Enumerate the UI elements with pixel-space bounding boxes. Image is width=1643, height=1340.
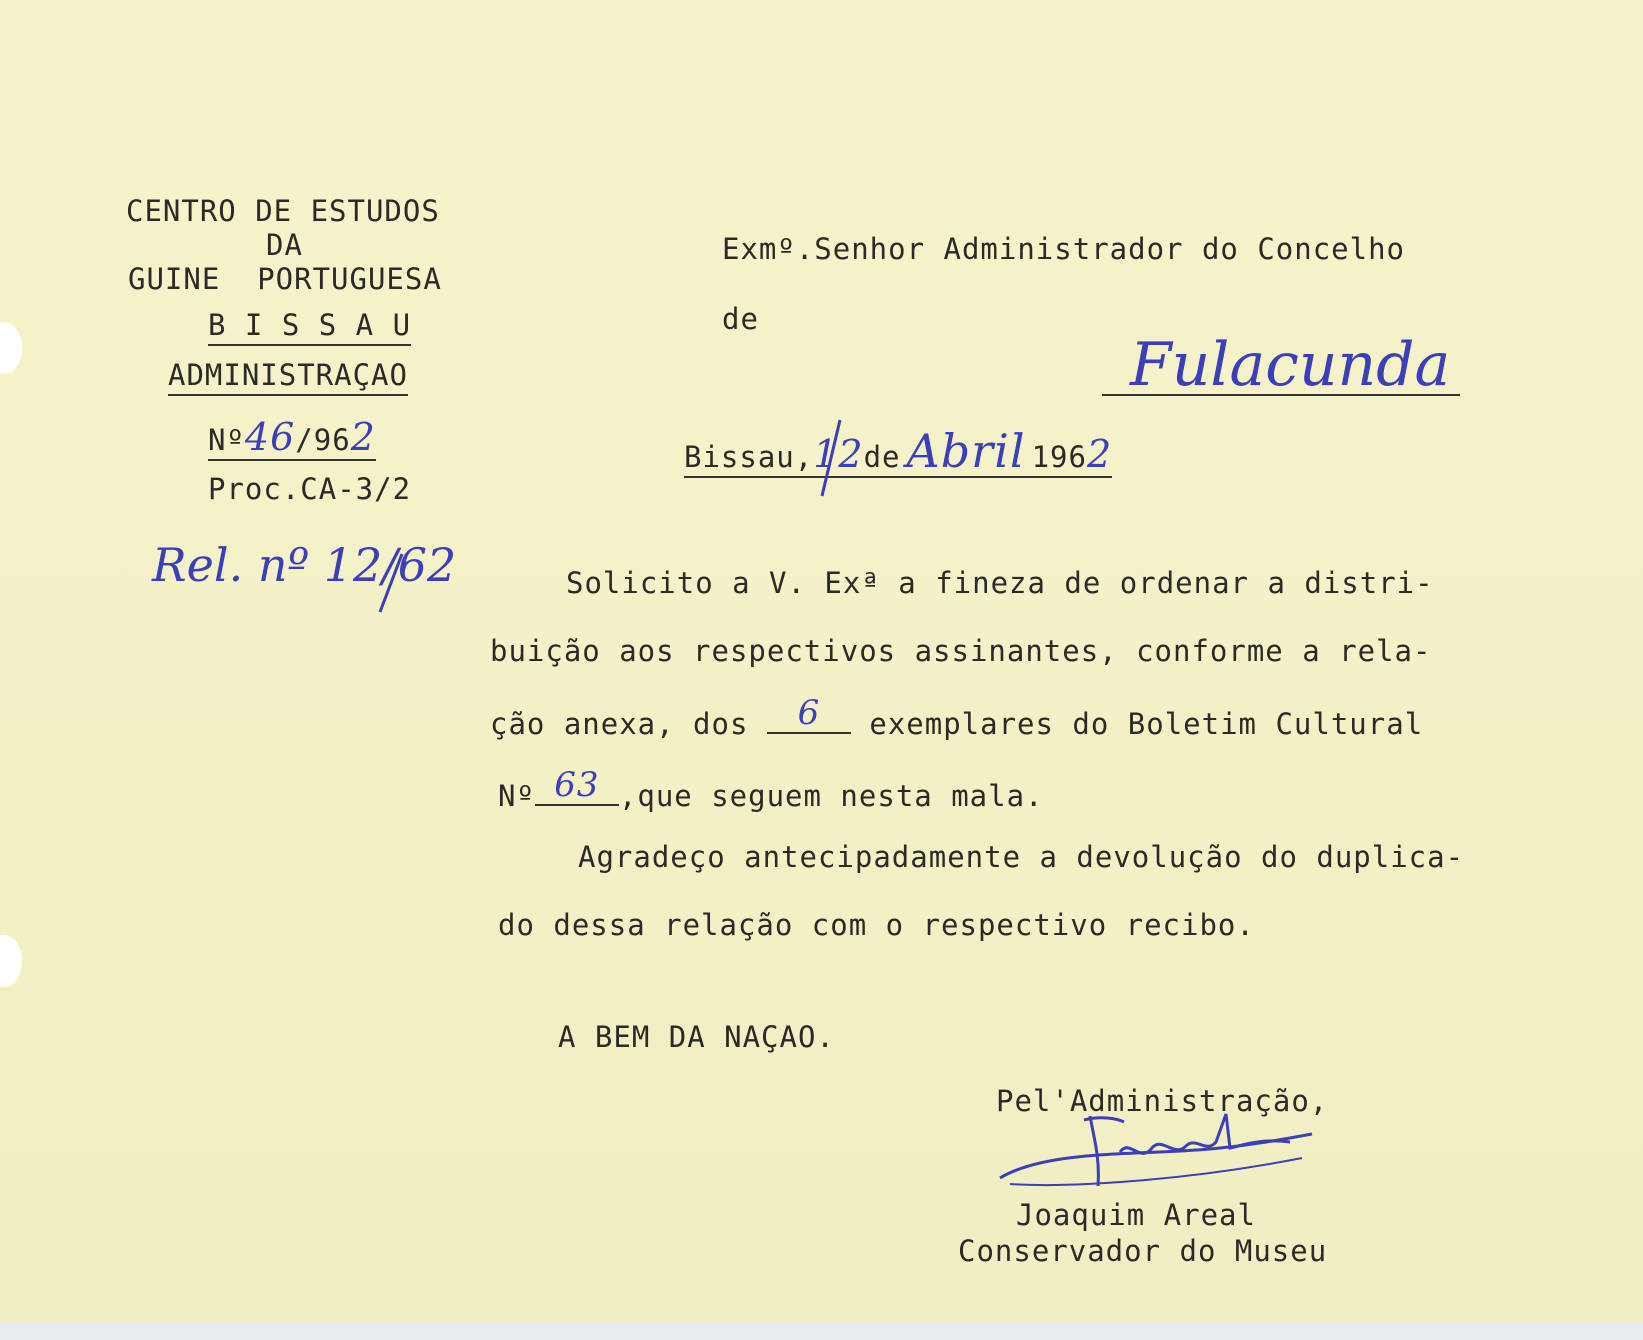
addressee-salutation: Exmº.Senhor Administrador do Concelho [722, 232, 1406, 266]
copies-count-blank [767, 693, 851, 734]
closing-pel: Pel'Administração, [996, 1084, 1329, 1118]
body-p1-line-4-end: ,que seguem nesta mala. [618, 779, 1044, 813]
bulletin-number-handwritten: 63 [554, 765, 600, 805]
signatory-name: Joaquim Areal [1016, 1198, 1256, 1232]
date-city: Bissau, [684, 440, 814, 474]
closing-motto: A BEM DA NAÇAO. [558, 1020, 835, 1054]
letterhead-line-1: CENTRO DE ESTUDOS [126, 194, 440, 228]
scan-edge [0, 1322, 1643, 1340]
body-p1-line-2: buição aos respectivos assinantes, conforme a rela- [490, 634, 1432, 668]
addressee-place-line [1102, 394, 1460, 396]
body-p1-line-3-start: ção anexa, dos [490, 707, 767, 741]
body-p1-line-4 [498, 765, 1044, 813]
reference-suffix: /96 [295, 423, 351, 457]
date-slash-stroke [818, 418, 844, 498]
addressee-de: de [722, 302, 759, 336]
date-de: de [863, 440, 901, 474]
signatory-title: Conservador do Museu [958, 1234, 1328, 1268]
copies-count-handwritten: 6 [797, 693, 821, 733]
date-line [684, 424, 1113, 478]
date-year-handwritten: 2 [1086, 432, 1113, 476]
addressee-place-handwritten: Fulacunda [1130, 330, 1451, 400]
body-p1-line-3-end: exemplares do Boletim Cultural [850, 707, 1424, 741]
letterhead-line-3: GUINE PORTUGUESA [128, 262, 442, 296]
reference-number-handwritten: 46 [244, 415, 296, 459]
reference-number [208, 415, 376, 461]
date-day-handwritten: 12 [813, 432, 864, 476]
date-year-printed: 196 [1031, 440, 1087, 474]
reference-prefix: Nº [208, 423, 245, 457]
date-month-handwritten: Abril [906, 424, 1026, 478]
relation-note-handwritten: Rel. nº 12/62 [152, 538, 457, 592]
bulletin-number-blank [535, 765, 619, 806]
relation-slash-stroke [376, 552, 406, 614]
process-number: Proc.CA-3/2 [208, 472, 412, 506]
letterhead-city: B I S S A U [208, 308, 411, 346]
body-p1-line-1: Solicito a V. Exª a fineza de ordenar a distri- [566, 566, 1434, 600]
reference-year-handwritten: 2 [350, 415, 376, 459]
signature-handwritten [990, 1108, 1330, 1200]
body-p2-line-2: do dessa relação com o respectivo recibo. [498, 908, 1255, 942]
bulletin-number-prefix: Nº [498, 779, 535, 813]
body-p2-line-1: Agradeço antecipadamente a devolução do duplica- [578, 840, 1465, 874]
letterhead-department: ADMINISTRAÇAO [168, 358, 408, 396]
body-p1-line-3 [490, 693, 1424, 741]
letterhead-line-2: DA [266, 228, 303, 262]
